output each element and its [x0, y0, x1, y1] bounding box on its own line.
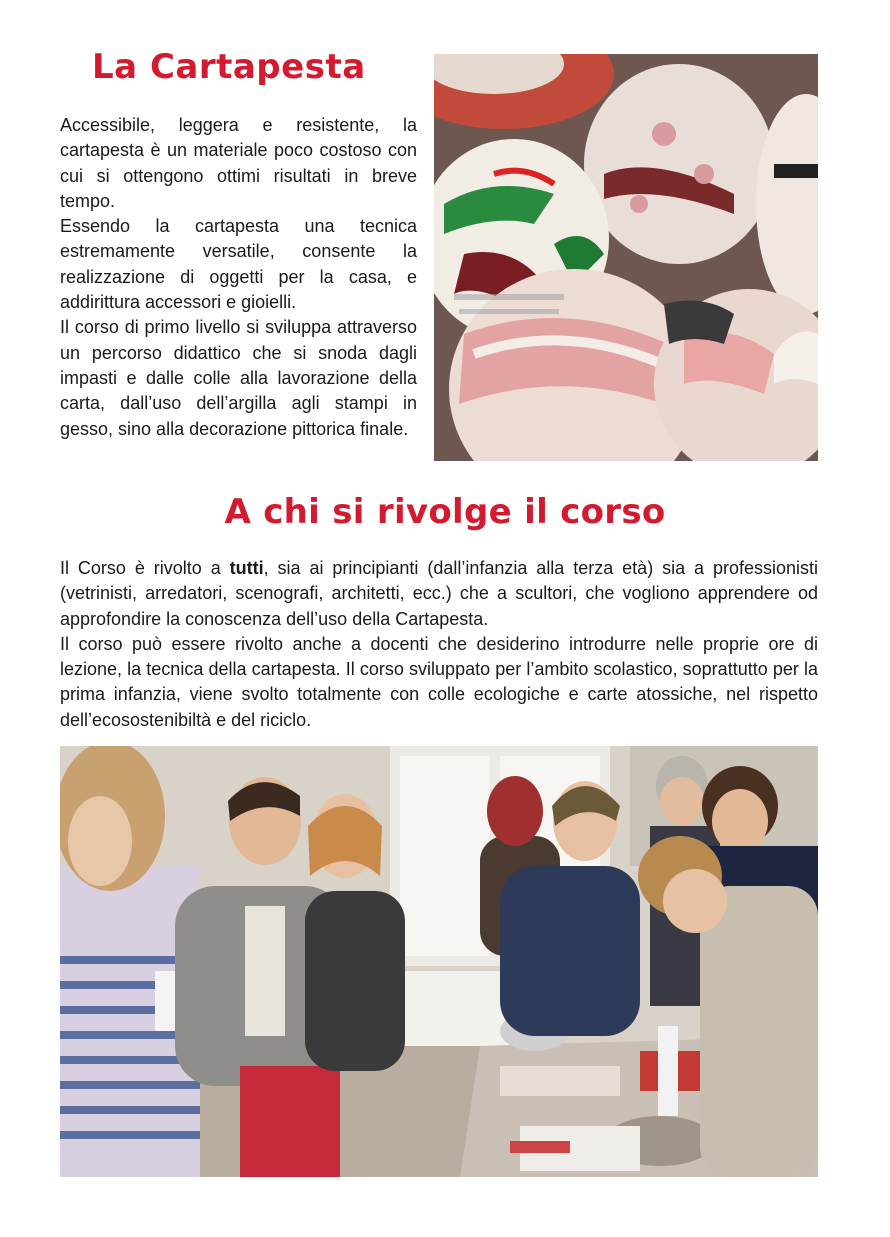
- intro-paragraph-1: Accessibile, leggera e resistente, la cartapesta è un materiale poco costoso con cui si ottengono ottimi risultati in breve tempo.: [60, 115, 417, 211]
- audience-text-end: , sia ai principianti (dall’infanzia alla terza età) sia a professionisti (vetrinisti, arredatori, scenografi, architetti, ecc.) che a scultori, che vogliono apprendere od approfondire la conoscenza dell’uso della Cartapesta.: [60, 558, 818, 629]
- intro-paragraph-3: Il corso di primo livello si sviluppa attraverso un percorso didattico che si snoda dagli impasti e dalle colle alla lavorazione della carta, dall’uso dell’argilla agli stampi in gesso, sino alla decorazione pittorica finale.: [60, 317, 417, 439]
- intro-paragraph-2: Essendo la cartapesta una tecnica estremamente versatile, consente la realizzazione di oggetti per la casa, e addirittura accessori e gioielli.: [60, 216, 417, 313]
- intro-text: [60, 113, 417, 442]
- audience-text: [60, 556, 818, 733]
- audience-paragraph-1: [60, 556, 818, 632]
- section-title-audience: A chi si rivolge il corso: [224, 492, 666, 532]
- audience-bold-word: tutti: [229, 558, 264, 578]
- workshop-class-photo: [60, 746, 818, 1177]
- section-title-cartapesta: La Cartapesta: [92, 47, 366, 87]
- audience-paragraph-2: Il corso può essere rivolto anche a docenti che desiderino introdurre nelle proprie ore di lezione, la tecnica della cartapesta. Il corso sviluppato per l’ambito scolastico, soprattutto per la prima infanzia, viene svolto totalmente con colle ecologiche e carte atossiche, nel rispetto dell’ecosostenibiltà e del riciclo.: [60, 633, 818, 730]
- audience-text-start: Il Corso è rivolto a: [60, 558, 230, 578]
- papier-mache-balls-photo: [434, 54, 818, 461]
